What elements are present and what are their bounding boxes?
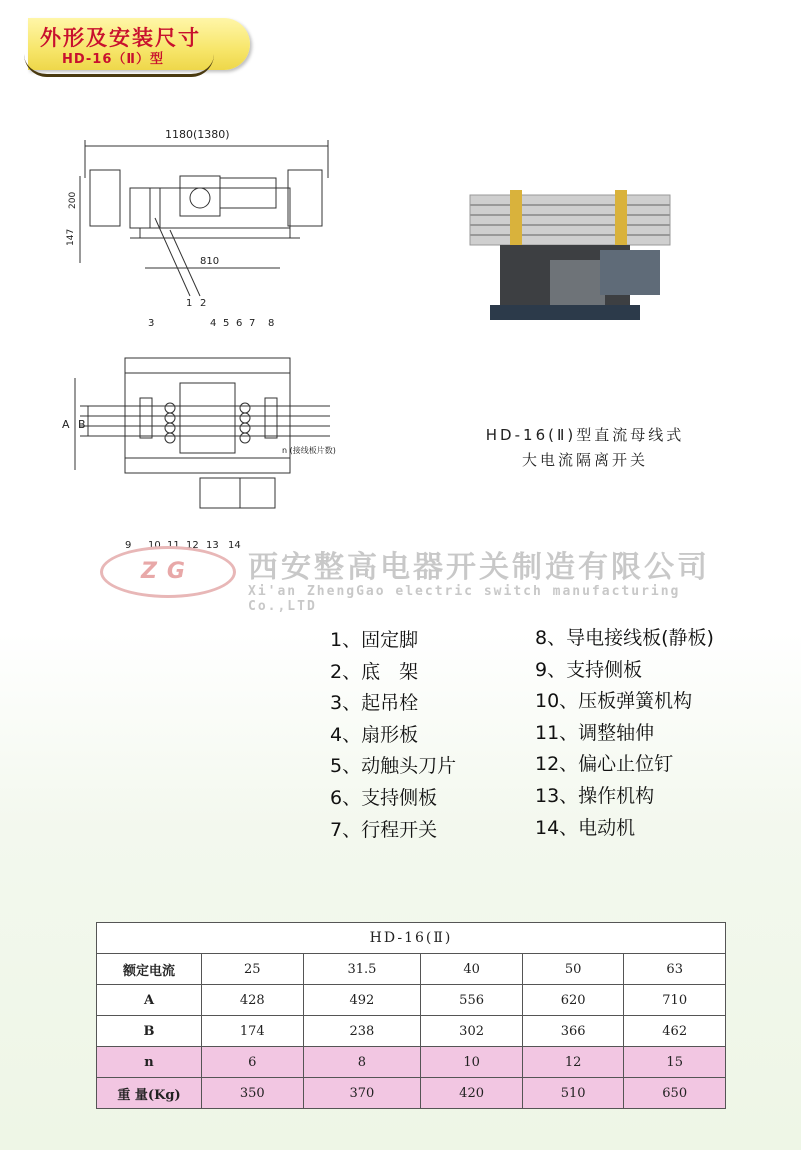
model-subtitle: HD-16（Ⅱ）型	[62, 52, 164, 67]
table-cell: 40	[421, 954, 523, 985]
table-cell: 174	[202, 1016, 304, 1047]
legend-item: 2、底 架	[330, 660, 419, 683]
table-cell: 370	[303, 1078, 421, 1109]
table-cell: 50	[522, 954, 624, 985]
product-photo	[440, 190, 680, 340]
table-cell: 8	[303, 1047, 421, 1078]
company-logo: ZG	[100, 546, 236, 598]
dim-810-label: 810	[200, 256, 220, 267]
table-cell: 492	[303, 985, 421, 1016]
photo-caption-line2: 大电流隔离开关	[521, 451, 648, 469]
table-cell: 462	[624, 1016, 726, 1047]
callout-8: 8	[268, 318, 275, 329]
legend-item: 3、起吊栓	[330, 692, 419, 715]
legend-item: 13、操作机构	[535, 784, 655, 807]
dim-a-label: A	[62, 418, 70, 431]
legend-item: 11、调整轴伸	[535, 721, 655, 744]
row-label: A	[97, 985, 202, 1016]
dim-total-label: 1180(1380)	[165, 128, 230, 141]
table-cell: 556	[421, 985, 523, 1016]
callout-14: 14	[228, 540, 241, 551]
callout-5: 5	[223, 318, 230, 329]
table-row	[97, 1016, 726, 1047]
legend-item: 9、支持侧板	[535, 658, 643, 681]
callout-3: 3	[148, 318, 155, 329]
photo-caption-line1: HD-16(Ⅱ)型直流母线式	[485, 426, 685, 444]
table-cell: 366	[522, 1016, 624, 1047]
table-cell: 302	[421, 1016, 523, 1047]
table-cell: 238	[303, 1016, 421, 1047]
table-cell: 31.5	[303, 954, 421, 985]
parts-legend-left	[330, 625, 456, 846]
spec-table-title: HD-16(Ⅱ)	[97, 923, 726, 954]
dim-147-label: 147	[66, 228, 76, 246]
callout-13: 13	[206, 540, 219, 551]
table-cell: 620	[522, 985, 624, 1016]
spec-table	[96, 922, 726, 1109]
callout-6: 6	[236, 318, 243, 329]
table-cell: 420	[421, 1078, 523, 1109]
table-cell: 710	[624, 985, 726, 1016]
technical-drawing	[60, 118, 360, 558]
callout-9: 9	[125, 540, 132, 551]
table-cell: 10	[421, 1047, 523, 1078]
row-label: 重 量(Kg)	[97, 1078, 202, 1109]
table-row	[97, 985, 726, 1016]
legend-item: 7、行程开关	[330, 818, 438, 841]
row-label: B	[97, 1016, 202, 1047]
page-title: 外形及安装尺寸	[40, 25, 201, 50]
legend-item: 1、固定脚	[330, 629, 419, 651]
legend-item: 12、偏心止位钉	[535, 753, 674, 776]
row-label: n	[97, 1047, 202, 1078]
table-row	[97, 1078, 726, 1109]
dim-200-label: 200	[68, 191, 78, 209]
callout-1: 1	[186, 298, 193, 309]
company-name-en: Xi'an ZhengGao electric switch manufacturing Co.,LTD	[248, 584, 681, 614]
legend-item: 5、动触头刀片	[330, 755, 457, 778]
table-cell: 350	[202, 1078, 304, 1109]
note-n-label: n (接线板片数)	[282, 446, 336, 455]
callout-2: 2	[200, 298, 207, 309]
table-cell: 25	[202, 954, 304, 985]
legend-item: 8、导电接线板(静板)	[535, 627, 714, 649]
legend-item: 10、压板弹簧机构	[535, 690, 693, 713]
table-cell: 510	[522, 1078, 624, 1109]
table-cell: 650	[624, 1078, 726, 1109]
callout-10: 10	[148, 540, 161, 551]
legend-item: 14、电动机	[535, 816, 636, 839]
legend-item: 6、支持侧板	[330, 786, 438, 809]
parts-legend-right	[535, 623, 714, 844]
callout-4: 4	[210, 318, 217, 329]
callout-7: 7	[249, 318, 256, 329]
callout-12: 12	[186, 540, 199, 551]
company-watermark	[100, 540, 720, 614]
table-cell: 428	[202, 985, 304, 1016]
table-cell: 63	[624, 954, 726, 985]
table-row	[97, 1047, 726, 1078]
legend-item: 4、扇形板	[330, 723, 419, 746]
company-name-cn: 西安整高电器开关制造有限公司	[248, 550, 710, 585]
table-cell: 12	[522, 1047, 624, 1078]
table-cell: 6	[202, 1047, 304, 1078]
table-cell: 15	[624, 1047, 726, 1078]
dim-b-label: B	[78, 418, 86, 431]
table-row	[97, 954, 726, 985]
row-label: 额定电流	[97, 954, 202, 985]
callout-11: 11	[167, 540, 180, 551]
